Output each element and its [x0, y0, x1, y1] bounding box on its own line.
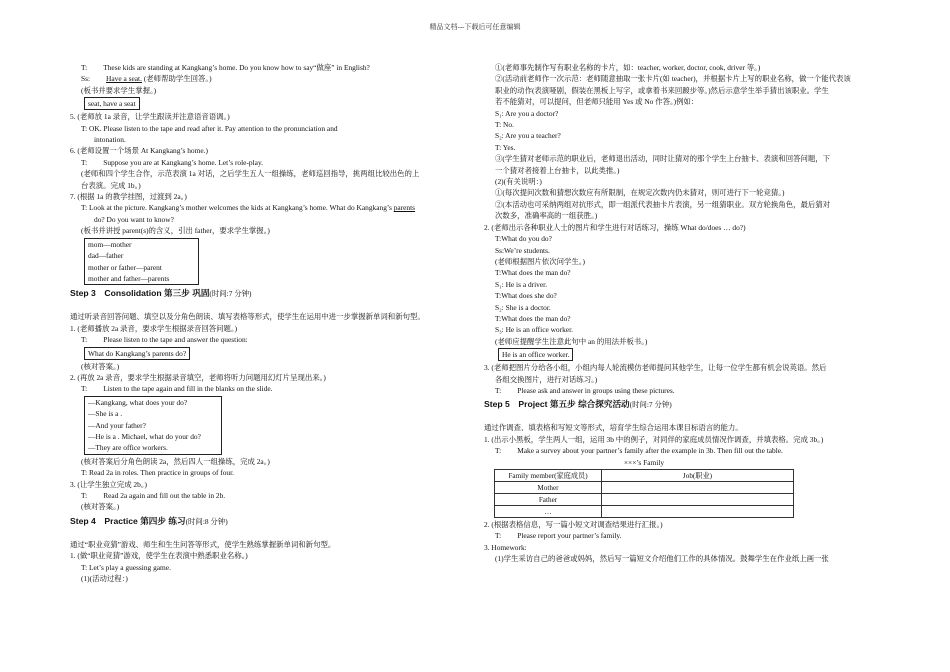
table-cell: [602, 482, 794, 494]
board-box: [84, 396, 222, 455]
text-line: T: These kids are standing at Kangkang’s home. Do you know how to say“做座” in English?: [81, 63, 370, 72]
table-cell: [602, 506, 794, 518]
text-line: 通过“职业竞猜”游戏、师生和生生问答等形式，使学生熟练掌握新单词和新句型。: [70, 539, 336, 549]
box-line: —He is a . Michael, what do your do?: [88, 431, 201, 441]
box-line: —She is a .: [88, 409, 123, 419]
text-line: T:What does the man do?: [495, 313, 571, 323]
text-line: (1)学生采访自己的爸爸或妈妈，然后写一篇短文介绍他们工作的具体情况。鼓舞学生在作业纸上画一张: [495, 554, 829, 564]
text-line: S₁: He is a driver.: [495, 279, 548, 289]
text-line: Ss:We’re students.: [495, 245, 550, 255]
text-line: ②(本活动也可采纳两组对抗形式，即一组派代表抽卡片表演，另一组猜职业。双方轮换角色，最后猜对: [495, 199, 831, 209]
text-line: T: Read 2a again and fill out the table in 2b.: [81, 491, 226, 500]
page-header: 精品文档---下载后可任意编辑: [429, 23, 521, 31]
box-line: —Kangkang, what does your do?: [88, 397, 188, 407]
table-row: [495, 494, 794, 506]
text-line: T: Suppose you are at Kangkang’s home. Let’s role-play.: [81, 157, 264, 167]
text-line: 3. (让学生独立完成 2b。): [70, 479, 147, 489]
text-line: (老师应提醒学生注意此句中 an 的用法并板书。): [495, 336, 648, 346]
text-line: 1. (出示小黑板，学生两人一组，运用 3b 中的例子，对同伴的家庭成员情况作调查，并填表格。完成 3b。): [484, 434, 824, 444]
text-line: S₂: She is a doctor.: [495, 302, 551, 312]
box-line: —They are office workers.: [88, 443, 168, 453]
text-line: T: Yes.: [495, 142, 516, 152]
text-line: ③(学生猜对老师示范的职业后，老师退出活动，同时让猜对的那个学生上台抽卡、表演和回答问题，下: [495, 154, 831, 164]
table-cell: Father: [495, 494, 602, 506]
text-line: do? Do you want to know?: [94, 214, 174, 224]
text-line: ①(老师事先制作写有职业名称的卡片，如：teacher, worker, doctor, cook, driver 等。): [495, 63, 761, 72]
table-row: [495, 482, 794, 494]
text-line: 5. (老师放 1a 录音，让学生跟读并注意语音语调。): [70, 112, 230, 122]
text-line: 一个猜对者接着上台抽卡，以此类推。): [495, 165, 620, 175]
text-line: (板书并要求学生掌握。): [81, 85, 157, 95]
text-line: ①(每次提问次数和猜想次数应有所限制，在规定次数内仍未猜对，则可进行下一轮竞猜。): [495, 188, 785, 198]
text-line: T: Let’s play a guessing game.: [81, 562, 171, 572]
table-header-cell: Family member(家庭成员): [495, 470, 602, 482]
board-box: seat, have a seat: [84, 97, 140, 110]
text-line: T:What do you do?: [495, 234, 552, 244]
step-heading: Step 5 Project 第五步 综合探究活动(时间:7 分钟): [484, 399, 672, 410]
text-line: T: Please listen to the tape and answer the question:: [81, 335, 248, 345]
box-line: —And your father?: [88, 420, 146, 430]
text-line: (板书并讲授 parent(s)的含义，引出 father，要求学生掌握。): [81, 226, 270, 236]
text-line: (老师根据图片依次问学生。): [495, 256, 585, 266]
text-line: ②(活动前老师作一次示范：老师随意抽取一张卡片(如 teacher)，并根据卡片上写的职业名称，做一个能代表该: [495, 74, 851, 84]
text-line: 2. (再放 2a 录音，要求学生根据录音填空，老师将听力问题用幻灯片呈现出来。): [70, 372, 326, 382]
text-line: (1)(活动过程：): [81, 574, 128, 584]
text-line: S₁: Are you a doctor?: [495, 108, 559, 118]
text-line: 7. (根据 1a 的教学挂图，过渡到 2a。): [70, 192, 187, 202]
box-line: mother or father—parent: [88, 262, 162, 272]
text-line: T:What does she do?: [495, 291, 557, 301]
box-line: dad—father: [88, 251, 124, 261]
text-line: 通过作调查、填表格和写短文等形式，培育学生综合运用本课目标语言的能力。: [484, 423, 743, 433]
text-line: T: Look at the picture. Kangkang’s mother welcomes the kids at Kangkang’s home. What do Kangkang’s parents: [81, 203, 416, 213]
table-title: ×××’s Family: [623, 457, 665, 467]
text-line: (2)(有关说明：): [495, 177, 542, 187]
box-line: mother and father—parents: [88, 273, 170, 283]
text-line: T: Listen to the tape again and fill in the blanks on the slide.: [81, 384, 273, 394]
step-heading: Step 3 Consolidation 第三步 巩固(时间:7 分钟): [70, 288, 252, 299]
text-line: S₂: Are you a teacher?: [495, 131, 561, 141]
text-line: T: Read 2a in roles. Then practice in groups of four.: [81, 468, 235, 478]
text-line: T: Make a survey about your partner’s family after the example in 3b. Then fill out the table.: [495, 446, 783, 456]
step-heading: Step 4 Practice 第四步 练习(时间:8 分钟): [70, 515, 228, 526]
text-line: Ss: Have a seat. (老师帮助学生回答。): [81, 74, 212, 84]
family-table: [494, 469, 794, 518]
text-line: 若不能猜对，可以提问，但老师只能用 Yes 或 No 作答。)例如：: [495, 97, 699, 107]
board-box: He is an office worker.: [498, 348, 573, 361]
text-line: 台表演。完成 1b。): [81, 180, 141, 190]
text-line: T: Please report your partner’s family.: [495, 531, 622, 541]
text-line: 通过听录音回答问题、填空以及分角色朗读、填写表格等形式，使学生在运用中进一步掌握新单词和新句型。: [70, 312, 425, 322]
text-line: S₃: He is an office worker.: [495, 325, 573, 335]
table-cell: …: [495, 506, 602, 518]
text-line: 1. (做“职业竞猜”游戏，使学生在表演中熟悉职业名称。): [70, 551, 248, 561]
text-line: 各组交换图片，进行对话练习。): [495, 374, 598, 384]
table-header-row: [495, 470, 794, 482]
text-line: 职业的动作(表演哑剧，假装在黑板上写字，或拿着书来回踱步等。)然后示意学生举手猜出该职业。学生: [495, 85, 829, 95]
left-column: [70, 62, 475, 584]
table-cell: [602, 494, 794, 506]
text-line: (核对答案后分角色朗读 2a，然后四人一组操练，完成 2a。): [81, 456, 270, 466]
text-line: 1. (老师播放 2a 录音，要求学生根据录音回答问题。): [70, 323, 238, 333]
board-box: What do Kangkang’s parents do?: [84, 347, 190, 360]
text-line: 2. (根据表格信息，写一篇小短文对调查结果进行汇报。): [484, 520, 663, 529]
text-line: 3. Homework:: [484, 542, 527, 552]
text-line: T: No.: [495, 120, 514, 130]
text-line: 3. (老师把图片分给各小组，小组内每人轮流模仿老师提问其他学生，让每一位学生都有机会说英语。然后: [484, 363, 827, 373]
right-column: [484, 62, 884, 565]
text-line: T: Please ask and answer in groups using these pictures.: [495, 385, 675, 395]
text-line: (核对答案。): [81, 361, 120, 371]
text-line: 6. (老师设置一个场景 At Kangkang’s home.): [70, 146, 208, 156]
text-line: (核对答案。): [81, 502, 120, 512]
box-line: mom—mother: [88, 239, 132, 249]
table-row: [495, 506, 794, 518]
text-line: (老师和四个学生合作，示范表演 1a 对话，之后学生五人一组操练，老师巡回指导，挑两组比较出色的上: [81, 169, 420, 179]
text-line: 次数多，准确率高的一组获胜。): [495, 211, 598, 221]
table-header-cell: Job(职业): [602, 470, 794, 482]
text-line: T:What does the man do?: [495, 268, 571, 278]
board-box: [84, 238, 199, 286]
text-line: intonation.: [94, 135, 126, 145]
text-line: 2. (老师出示各种职业人士的图片和学生进行对话练习，操练 What do/does … do?): [484, 222, 746, 232]
table-cell: Mother: [495, 482, 602, 494]
text-line: T: OK. Please listen to the tape and read after it. Pay attention to the pronunciation and: [81, 123, 338, 133]
